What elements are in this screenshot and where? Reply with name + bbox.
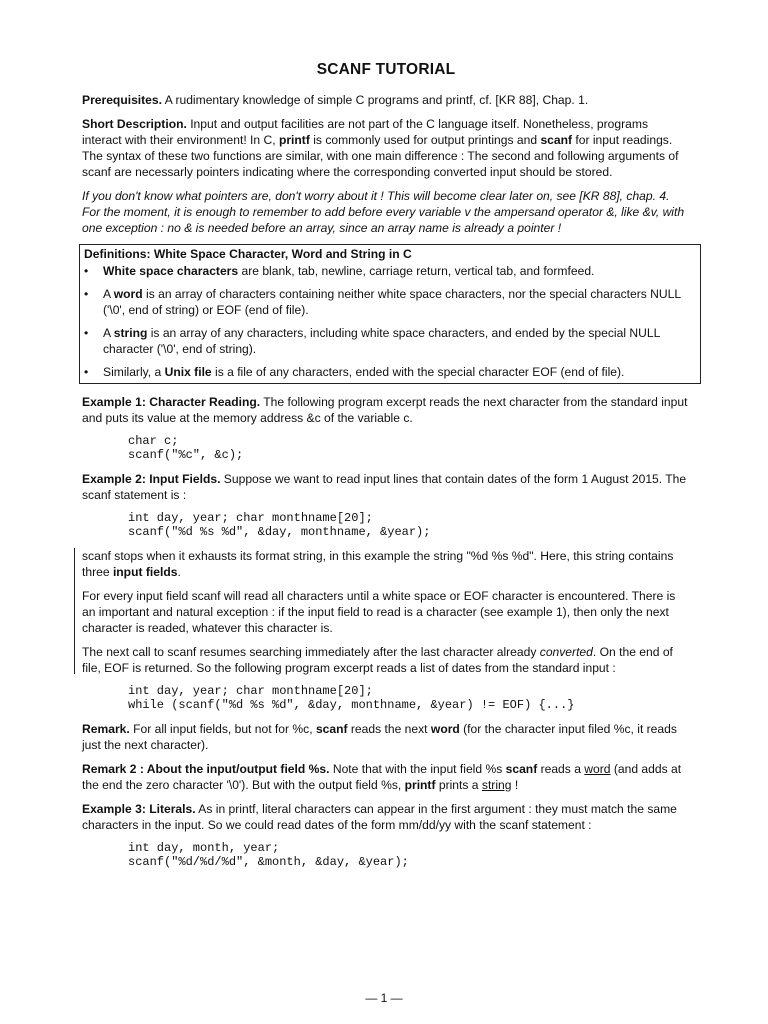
prerequisites-paragraph: Prerequisites. A rudimentary knowledge of simple C programs and printf, cf. [KR 88], Chap. 1.: [82, 93, 589, 107]
definition-item-string: • A string is an array of any characters, including white space characters, and ended by the special NULL character ('\0', end of string).: [84, 326, 660, 356]
definitions-box: [79, 244, 701, 384]
page-number: — 1 —: [365, 991, 403, 1005]
prerequisites-label: Prerequisites.: [82, 93, 162, 107]
bullet-icon: •: [84, 326, 89, 340]
definition-item-unix-file: • Similarly, a Unix file is a file of any characters, ended with the special character EOF (end of file).: [84, 365, 625, 379]
bullet-icon: •: [84, 264, 89, 278]
input-fields-paragraph: scanf stops when it exhausts its format string, in this example the string "%d %s %d". Here, this string contains three input fields.: [82, 549, 674, 579]
example2-code: int day, year; char monthname[20]; scanf("%d %s %d", &day, monthname, &year);: [128, 511, 431, 539]
pointer-note-paragraph: If you don't know what pointers are, don't worry about it ! This will become clear later on, see [KR 88], chap. 4. For the moment, it is enough to remember to add before every variable v the ampersand operator &, like &v, with one exception : no & is needed before an array, since an array name is already a pointer !: [82, 189, 685, 235]
example3-label: Example 3: Literals.: [82, 802, 196, 816]
short-description-label: Short Description.: [82, 117, 187, 131]
definitions-heading: Definitions: White Space Character, Word and String in C: [84, 247, 412, 261]
remark2-paragraph: Remark 2 : About the input/output field %s. Note that with the input field %s scanf reads a word (and adds at the end the zero character '\0'). But with the output field %s, printf prints a string !: [82, 762, 682, 792]
document-page: [82, 62, 690, 878]
remark1-paragraph: Remark. For all input fields, but not for %c, scanf reads the next word (for the character input filed %c, it reads just the next character).: [82, 722, 677, 752]
bullet-icon: •: [84, 365, 89, 379]
short-description-paragraph: Short Description. Input and output facilities are not part of the C language itself. Nonetheless, programs interact with their environment! In C, printf is commonly used for output printings and scanf for input readings. The syntax of these two functions are similar, with one main difference : The second and following arguments of scanf are necessarly pointers indicating where the corresponding converted input should be stored.: [82, 117, 679, 179]
example2-loop-code: int day, year; char monthname[20]; while (scanf("%d %s %d", &day, monthname, &year) != EOF) {...}: [128, 684, 575, 712]
example1-code: char c; scanf("%c", &c);: [128, 434, 244, 462]
bullet-icon: •: [84, 287, 89, 301]
remark1-label: Remark.: [82, 722, 130, 736]
resume-paragraph: The next call to scanf resumes searching immediately after the last character already converted. On the end of file, EOF is returned. So the following program excerpt reads a list of dates from the standard input :: [82, 645, 673, 675]
example3-paragraph: Example 3: Literals. As in printf, literal characters can appear in the first argument : they must match the same characters in the input. So we could read dates of the form mm/dd/yy with the scanf statement :: [82, 802, 677, 832]
definition-item-white-space: • White space characters are blank, tab, newline, carriage return, vertical tab, and formfeed.: [84, 264, 595, 278]
definition-item-word: • A word is an array of characters containing neither white space characters, nor the special characters NULL ('\0', end of string) or EOF (end of file).: [84, 287, 681, 317]
page-title: SCANF TUTORIAL: [316, 61, 456, 78]
example3-code: int day, month, year; scanf("%d/%d/%d", &month, &day, &year);: [128, 841, 409, 869]
remark2-label: Remark 2 : About the input/output field %s.: [82, 762, 330, 776]
exception-paragraph: For every input field scanf will read all characters until a white space or EOF character is encountered. There is an important and natural exception : if the input field to read is a character (see example 1), then only the next character is readed, whatever this character is.: [82, 589, 676, 635]
example2-paragraph: Example 2: Input Fields. Suppose we want to read input lines that contain dates of the form 1 August 2015. The scanf statement is :: [82, 472, 687, 502]
example1-paragraph: Example 1: Character Reading. The following program excerpt reads the next character from the standard input and puts its value at the memory address &c of the variable c.: [82, 395, 688, 425]
definitions-list: [84, 263, 696, 380]
changebar-section: [82, 548, 690, 676]
example1-label: Example 1: Character Reading.: [82, 395, 261, 409]
example2-label: Example 2: Input Fields.: [82, 472, 221, 486]
